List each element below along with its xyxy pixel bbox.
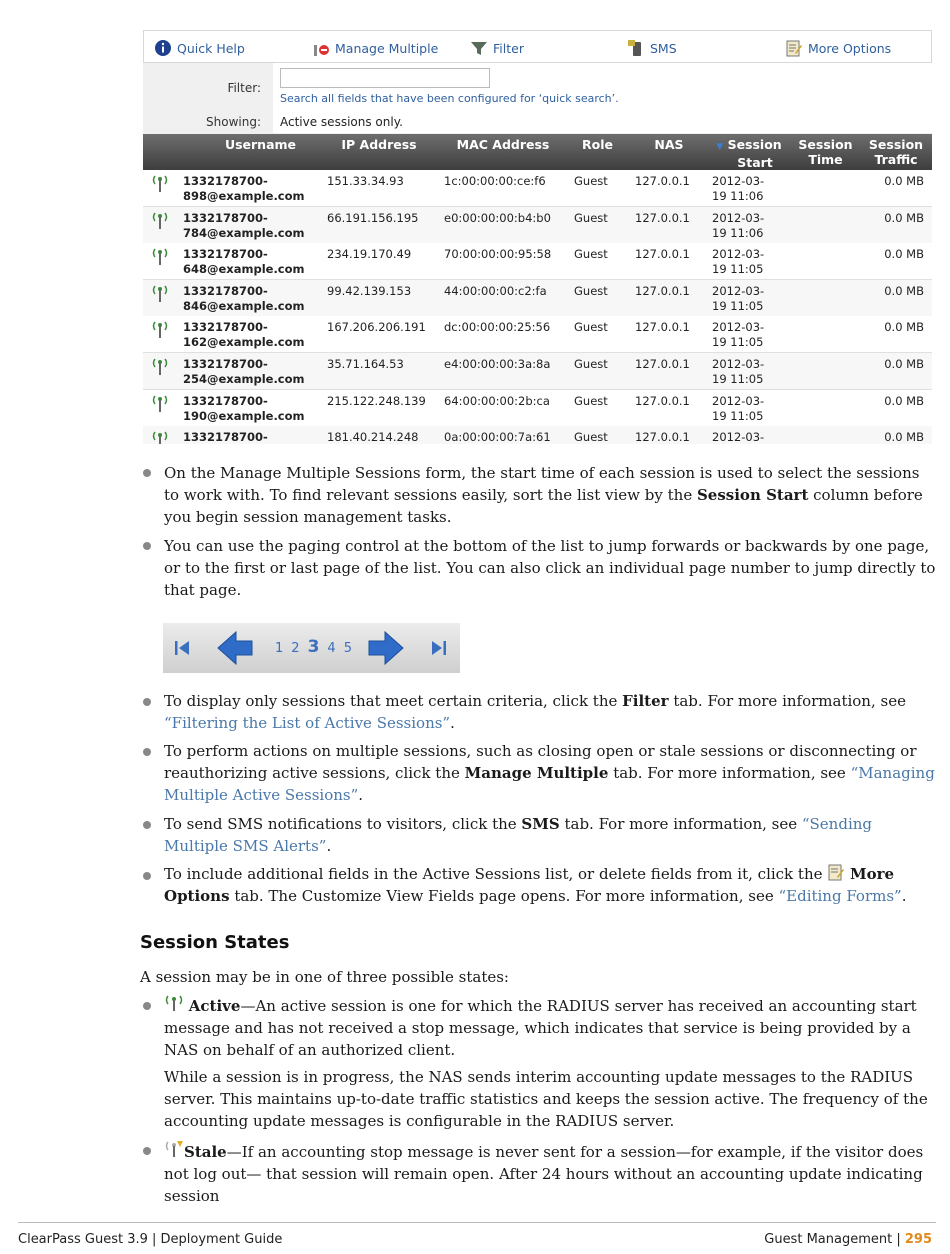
manage-multiple-tab[interactable] [312,39,438,57]
info-icon [154,39,172,57]
previous-page-icon[interactable] [216,629,254,667]
table-header [143,134,932,170]
active-session-icon [164,993,184,1011]
session-traffic-cell: 0.0 MB [884,320,924,335]
role-cell: Guest [574,210,608,225]
col-role[interactable]: Role [582,137,613,152]
bullet [143,469,151,477]
footer-right: Guest Management | 295 [764,1232,932,1247]
mac-address-cell: e4:00:00:00:3a:8a [444,357,551,371]
bullet [143,872,151,880]
active-sessions-screenshot [143,30,932,444]
active-session-icon [151,173,169,193]
ip-address-cell: 234.19.170.49 [327,247,412,262]
session-traffic-cell: 0.0 MB [884,430,924,444]
table-row[interactable] [143,207,932,244]
mac-address-cell: 1c:00:00:00:ce:f6 [444,174,546,188]
paragraph-filter: To display only sessions that meet certain criteria, click the Filter tab. For more information, see “Filtering the List of Active Sessions”. [164,692,906,732]
session-start-cell: 2012-03- 19 11:05 [712,357,765,386]
paragraph-manage: To perform actions on multiple sessions, such as closing open or stale sessions or disconnecting or reauthorizing active sessions, click the Manage Multiple tab. For more information, see “Managing Multiple Active Sessions”. [164,742,935,804]
ip-address-cell: 66.191.156.195 [327,210,419,225]
stale-session-icon [164,1139,184,1157]
active-session-icon [151,283,169,303]
link-editing-forms[interactable]: “Editing Forms” [778,887,902,905]
paragraph-stale: Stale—If an accounting stop message is never sent for a session—for example, if the visitor does not log out— that session will remain open. After 24 hours without an accounting update indicating session [164,1139,936,1207]
active-session-icon [151,210,169,230]
username-cell: 1332178700- 648@example.com [183,247,305,277]
more-options-label: More Options [808,40,892,56]
table-row[interactable] [143,426,932,444]
paragraph-intro: A session may be in one of three possible states: [140,968,509,986]
ip-address-cell: 181.40.214.248 [327,430,419,444]
bullet [143,1147,151,1155]
session-start-cell: 2012-03- 19 11:06 [712,174,765,203]
quick-help-tab[interactable] [154,39,245,57]
filter-hint: Search all fields that have been configured for ‘quick search’. [280,92,619,105]
link-filtering[interactable]: “Filtering the List of Active Sessions” [164,714,451,732]
funnel-icon [470,39,488,57]
nas-cell: 127.0.0.1 [635,357,690,371]
nas-cell: 127.0.0.1 [635,247,690,262]
session-traffic-cell: 0.0 MB [884,357,924,371]
edit-form-icon [827,863,845,881]
mac-address-cell: 0a:00:00:00:7a:61 [444,430,551,444]
bullet [143,542,151,550]
paragraph-sms: To send SMS notifications to visitors, click the SMS tab. For more information, see “Sending Multiple SMS Alerts”. [164,815,873,855]
session-start-cell: 2012-03- [712,430,765,444]
col-ip-address[interactable]: IP Address [341,137,417,152]
bullet [143,748,151,756]
ip-address-cell: 215.122.248.139 [327,393,426,408]
page-number-link[interactable]: 3 [307,637,320,657]
role-cell: Guest [574,357,608,371]
filter-label: Filter [493,40,524,56]
paragraph-manage-multiple: On the Manage Multiple Sessions form, the start time of each session is used to select the sessions to work with. To find relevant sessions easily, sort the list view by the Session Start column before you begin session management tasks. [164,464,923,526]
page-number-link[interactable]: 1 [275,641,284,656]
username-cell: 1332178700- 190@example.com [183,393,305,423]
col-mac-address[interactable]: MAC Address [456,137,550,152]
col-session-time[interactable]: Session Time [798,137,853,167]
filter-tab[interactable] [470,39,524,57]
edit-form-icon [785,39,803,57]
page-numbers [275,637,352,657]
toolbar [143,30,932,63]
sort-desc-icon: ▼ [716,142,724,152]
paragraph-active: Active—An active session is one for which the RADIUS server has received an accounting start message and has not received a stop message, which indicates that service is being provided by a NAS on behalf of an authorized client. [164,993,936,1061]
link-sending-sms[interactable]: “Sending Multiple SMS Alerts” [164,815,873,855]
page-number-link[interactable]: 4 [327,641,336,656]
footer-left: ClearPass Guest 3.9 | Deployment Guide [18,1232,283,1247]
nas-cell: 127.0.0.1 [635,174,690,188]
paragraph-paging: You can use the paging control at the bottom of the list to jump forwards or backwards by one page, or to the first or last page of the list. You can also click an individual page number to jump directly to that page. [164,537,936,599]
active-session-icon [151,429,169,444]
role-cell: Guest [574,247,608,262]
nas-cell: 127.0.0.1 [635,283,690,298]
role-cell: Guest [574,393,608,408]
role-cell: Guest [574,283,608,298]
last-page-icon[interactable] [430,639,448,657]
section-heading: Session States [140,932,290,953]
active-session-icon [151,246,169,266]
mac-address-cell: 70:00:00:00:95:58 [444,247,552,262]
filter-field-label: Filter: [227,81,261,95]
table-row[interactable] [143,170,932,207]
col-nas[interactable]: NAS [654,137,684,152]
bullet [143,821,151,829]
role-cell: Guest [574,320,608,335]
quick-help-label: Quick Help [177,40,245,56]
phone-icon [627,39,645,57]
active-session-icon [151,319,169,339]
link-managing-multiple[interactable]: “Managing Multiple Active Sessions” [164,764,935,804]
nas-cell: 127.0.0.1 [635,210,690,225]
bullet [143,698,151,706]
sms-tab[interactable] [627,39,677,57]
username-cell: 1332178700- 784@example.com [183,210,305,240]
bullet [143,1002,151,1010]
ip-address-cell: 167.206.206.191 [327,320,426,335]
nas-cell: 127.0.0.1 [635,430,690,444]
mac-address-cell: 44:00:00:00:c2:fa [444,283,547,298]
active-session-icon [151,393,169,413]
session-start-cell: 2012-03- 19 11:06 [712,210,765,240]
table-row[interactable] [143,280,932,317]
table-row[interactable] [143,353,932,390]
col-session-traffic[interactable]: Session Traffic [868,137,924,167]
footer-divider [18,1222,936,1223]
role-cell: Guest [574,430,608,444]
col-username[interactable]: Username [224,137,297,152]
col-session-start[interactable]: ▼ Session Start [716,137,782,170]
nas-cell: 127.0.0.1 [635,393,690,408]
username-cell: 1332178700- [183,430,268,444]
mac-address-cell: dc:00:00:00:25:56 [444,320,551,335]
filter-input[interactable] [280,68,490,88]
username-cell: 1332178700- 846@example.com [183,283,305,313]
showing-value: Active sessions only. [280,115,403,129]
session-traffic-cell: 0.0 MB [884,393,924,408]
ip-address-cell: 151.33.34.93 [327,174,404,188]
page-number-link[interactable]: 5 [343,641,352,656]
table-row[interactable] [143,390,932,427]
session-traffic-cell: 0.0 MB [884,174,924,188]
session-start-cell: 2012-03- 19 11:05 [712,320,765,350]
showing-label: Showing: [206,115,261,129]
manage-multiple-label: Manage Multiple [335,40,439,56]
session-start-cell: 2012-03- 19 11:05 [712,283,765,313]
session-start-cell: 2012-03- 19 11:05 [712,393,765,423]
role-cell: Guest [574,174,608,188]
table-row[interactable] [143,316,932,353]
paragraph-active-detail: While a session is in progress, the NAS sends interim accounting update messages to the RADIUS server. This maintains up-to-date traffic statistics and keeps the session active. The frequency of the accounting update messages is configurable in the RADIUS server. [164,1068,928,1130]
username-cell: 1332178700- 254@example.com [183,357,305,386]
sms-label: SMS [650,40,677,56]
mac-address-cell: e0:00:00:00:b4:b0 [444,210,551,225]
session-traffic-cell: 0.0 MB [884,247,924,262]
session-traffic-cell: 0.0 MB [884,283,924,298]
nas-cell: 127.0.0.1 [635,320,690,335]
active-session-icon [151,356,169,376]
ip-address-cell: 35.71.164.53 [327,357,404,371]
page-number: 295 [904,1232,932,1247]
session-traffic-cell: 0.0 MB [884,210,924,225]
paragraph-more-options: To include additional fields in the Active Sessions list, or delete fields from it, click the More Options tab. The Customize View Fields page opens. For more information, see “Editing Forms”. [164,865,907,905]
mac-address-cell: 64:00:00:00:2b:ca [444,393,550,408]
ip-address-cell: 99.42.139.153 [327,283,412,298]
manage-multiple-icon [312,39,330,57]
paging-control [163,623,460,673]
next-page-icon[interactable] [367,629,405,667]
username-cell: 1332178700- 162@example.com [183,320,305,350]
more-options-tab[interactable] [785,39,891,57]
username-cell: 1332178700- 898@example.com [183,174,305,203]
first-page-icon[interactable] [173,639,191,657]
table-row[interactable] [143,243,932,280]
session-start-cell: 2012-03- 19 11:05 [712,247,765,277]
showing-row [143,111,932,133]
page-number-link[interactable]: 2 [291,641,300,656]
